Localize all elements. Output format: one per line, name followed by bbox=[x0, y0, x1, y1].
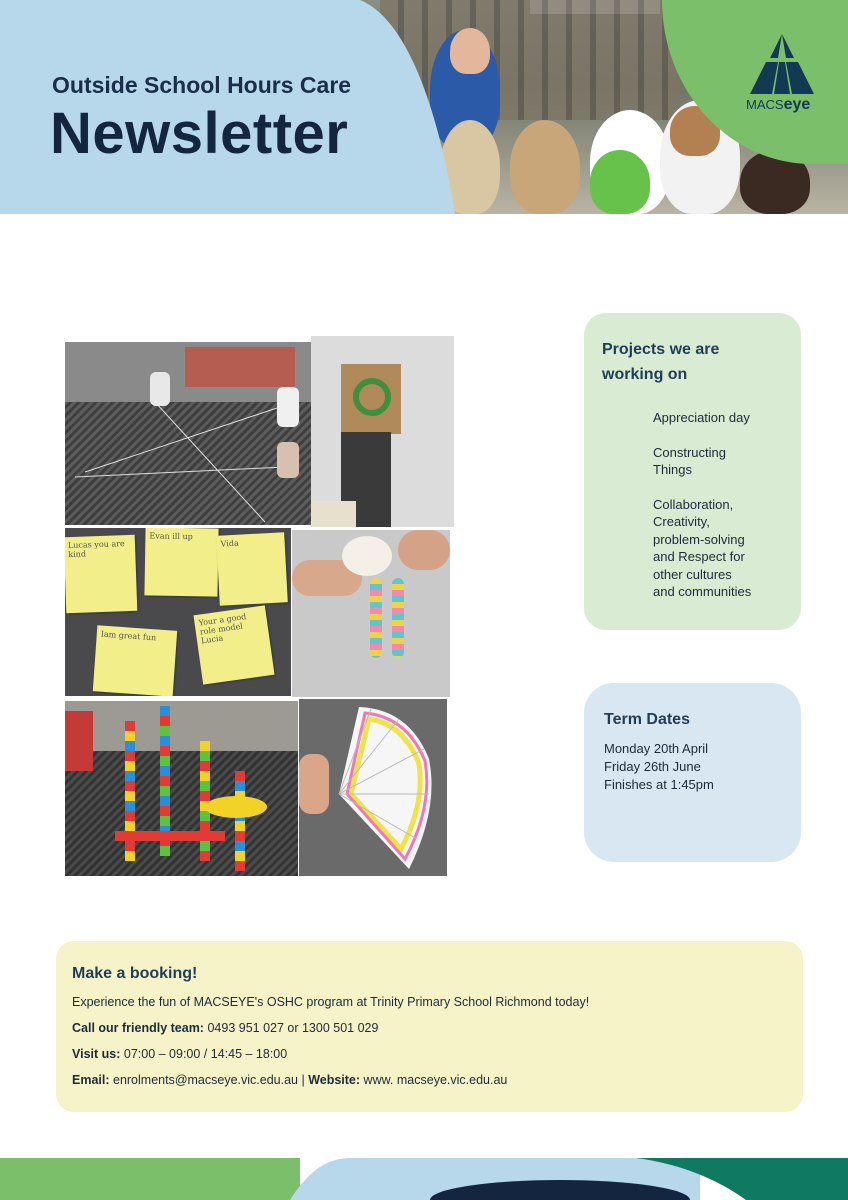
photo-sticky-notes bbox=[65, 528, 291, 696]
term-dates-heading: Term Dates bbox=[604, 711, 690, 728]
project-item: Appreciation day bbox=[653, 410, 750, 425]
sticky-note: Evan ill up bbox=[144, 528, 218, 597]
project-item: Constructing Things bbox=[653, 444, 726, 477]
newsletter-title: Newsletter bbox=[50, 101, 349, 166]
booking-contact: Email: enrolments@macseye.vic.edu.au | Website: www. macseye.vic.edu.au bbox=[72, 1073, 508, 1087]
phone-numbers[interactable]: 0493 951 027 or 1300 501 029 bbox=[203, 1021, 379, 1035]
macseye-logo-text: MACSeye bbox=[746, 96, 811, 113]
sticky-note: Lucas you are kind bbox=[65, 535, 137, 613]
term-dates-list bbox=[604, 740, 714, 794]
booking-heading: Make a booking! bbox=[72, 965, 198, 982]
photo-string-web bbox=[65, 342, 311, 525]
sticky-note: Your a good role model Lucia bbox=[193, 605, 274, 684]
term-date-line: Finishes at 1:45pm bbox=[604, 777, 714, 792]
macseye-logo-icon bbox=[746, 32, 818, 96]
sticky-note: Vida bbox=[216, 532, 288, 605]
booking-hours: Visit us: 07:00 – 09:00 / 14:45 – 18:00 bbox=[72, 1047, 288, 1061]
photo-bead-bunny bbox=[292, 530, 450, 697]
website-link[interactable]: www. macseye.vic.edu.au bbox=[360, 1073, 508, 1087]
projects-heading: Projects we are working on bbox=[602, 341, 720, 383]
sticky-note: Iam great fun bbox=[93, 625, 177, 696]
photo-paper-fan bbox=[299, 699, 447, 876]
booking-intro: Experience the fun of MACSEYE's OSHC program at Trinity Primary School Richmond today! bbox=[72, 995, 590, 1009]
projects-list bbox=[653, 409, 793, 618]
header-banner bbox=[0, 0, 848, 214]
photo-paper-bag-mask bbox=[311, 336, 454, 527]
term-date-line: Monday 20th April bbox=[604, 741, 709, 756]
projects-card bbox=[584, 313, 801, 630]
photo-marble-run bbox=[65, 701, 298, 876]
footer-band bbox=[0, 1158, 848, 1200]
booking-panel bbox=[56, 941, 803, 1112]
newsletter-subtitle: Outside School Hours Care bbox=[52, 72, 352, 98]
term-date-line: Friday 26th June bbox=[604, 759, 701, 774]
project-item: Collaboration, Creativity, problem-solving and Respect for other cultures and communities bbox=[653, 496, 752, 599]
booking-phone: Call our friendly team: 0493 951 027 or 1300 501 029 bbox=[72, 1021, 379, 1035]
term-dates-card bbox=[584, 683, 801, 862]
email-link[interactable]: enrolments@macseye.vic.edu.au | bbox=[109, 1073, 309, 1087]
